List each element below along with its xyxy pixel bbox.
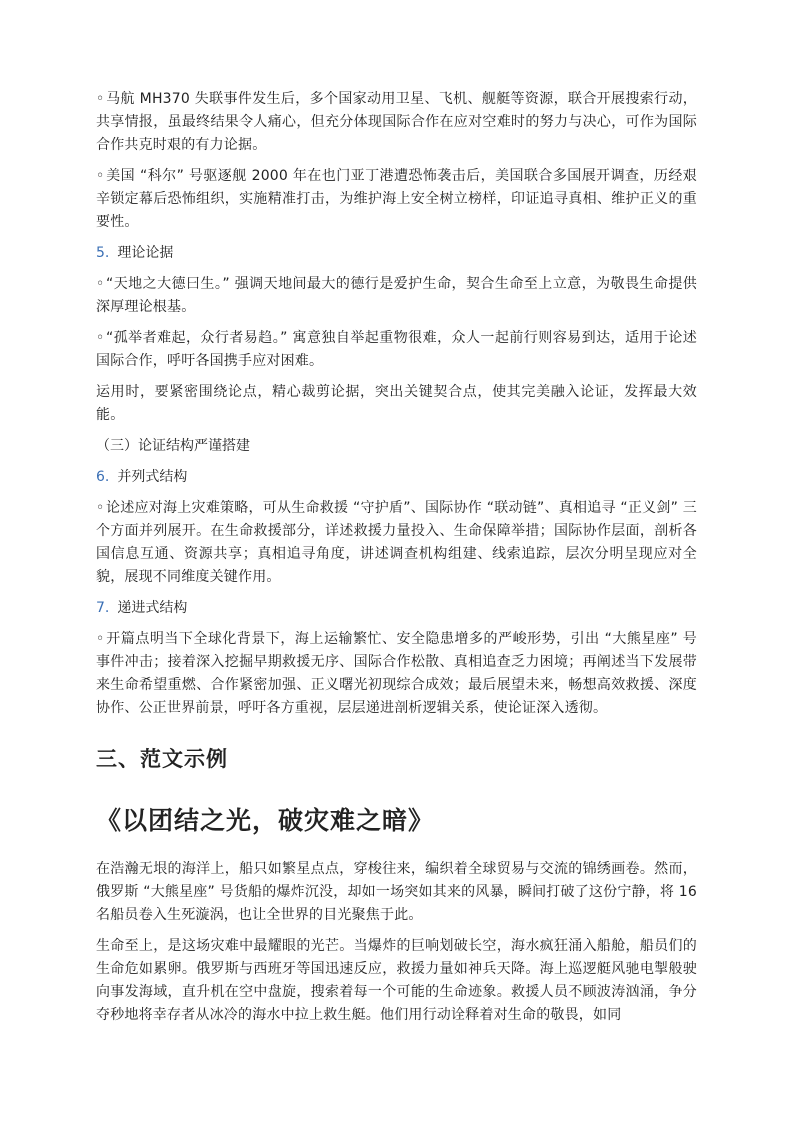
paragraph-mh370 xyxy=(96,88,697,157)
heading-progressive-structure xyxy=(96,597,697,620)
bullet-marker: ◦ xyxy=(96,500,105,516)
paragraph-cole xyxy=(96,165,697,234)
paragraph-text: 论述应对海上灾难策略，可从生命救援 “守护盾”、国际协作 “联动链”、真相追寻 “正义剑” 三个方面并列展开。在生命救援部分，详述救援力量投入、生命保障举措；国际协作层面，剖析各国信息互通、资源共享；真相追寻角度，讲述调查机构组建、线索追踪，层次分明呈现应对全貌，展现不同维度关键作用。 xyxy=(96,500,697,585)
heading-number: 6. xyxy=(96,469,110,485)
bullet-marker: ◦ xyxy=(96,631,105,647)
heading-text: 递进式结构 xyxy=(117,600,188,616)
essay-paragraph-2: 生命至上，是这场灾难中最耀眼的光芒。当爆炸的巨响划破长空，海水疯狂涌入船舱，船员们的生命危如累卵。俄罗斯与西班牙等国迅速反应，救援力量如神兵天降。海上巡逻艇风驰电掣般驶向事发海域，直升机在空中盘旋，搜索着每一个可能的生命迹象。救援人员不顾波涛汹涌，争分夺秒地将幸存者从冰冷的海水中拉上救生艇。他们用行动诠释着对生命的敬畏，如同 xyxy=(96,938,697,1023)
heading-number: 5. xyxy=(96,245,110,261)
section-title: 三、范文示例 xyxy=(96,746,228,771)
paragraph-text: “天地之大德曰生。” 强调天地间最大的德行是爱护生命，契合生命至上立意，为敬畏生命提供深厚理论根基。 xyxy=(96,276,697,315)
essay-title: 《以团结之光，破灾难之暗》 xyxy=(96,806,435,835)
heading-number: 7. xyxy=(96,600,110,616)
paragraph-text: “孤举者难起，众行者易趋。” 寓意独自举起重物很难，众人一起前行则容易到达，适用于论述国际合作，呼吁各国携手应对困难。 xyxy=(96,330,697,369)
bullet-marker: ◦ xyxy=(96,276,105,292)
paragraph-parallel xyxy=(96,497,697,589)
paragraph-quote-2 xyxy=(96,327,697,373)
heading-parallel-structure xyxy=(96,466,697,489)
paragraph-text: 马航 MH370 失联事件发生后，多个国家动用卫星、飞机、舰艇等资源，联合开展搜索行动，共享情报，虽最终结果令人痛心，但充分体现国际合作在应对空难时的努力与决心，可作为国际合作共克时艰的有力论据。 xyxy=(96,91,697,153)
subsection-heading-structure: （三）论证结构严谨搭建 xyxy=(96,438,250,454)
heading-text: 并列式结构 xyxy=(117,469,188,485)
heading-theory-evidence xyxy=(96,242,697,265)
paragraph-text: 开篇点明当下全球化背景下，海上运输繁忙、安全隐患增多的严峻形势，引出 “大熊星座” 号事件冲击；接着深入挖掘早期救援无序、国际合作松散、真相追查乏力困境；再阐述当下发展带来生命希望重燃、合作紧密加强、正义曙光初现综合成效；最后展望未来，畅想高效救援、深度协作、公正世界前景，呼吁各方重视，层层递进剖析逻辑关系，使论证深入透彻。 xyxy=(96,631,697,716)
paragraph-progressive xyxy=(96,628,697,720)
essay-paragraph-1: 在浩瀚无垠的海洋上，船只如繁星点点，穿梭往来，编织着全球贸易与交流的锦绣画卷。然而，俄罗斯 “大熊星座” 号货船的爆炸沉没，却如一场突如其来的风暴，瞬间打破了这份宁静，将 16 名船员卷入生死漩涡，也让全世界的目光聚焦于此。 xyxy=(96,861,697,923)
paragraph-quote-1 xyxy=(96,273,697,319)
paragraph-usage-note: 运用时，要紧密围绕论点，精心裁剪论据，突出关键契合点，使其完美融入论证，发挥最大效能。 xyxy=(96,384,697,423)
paragraph-text: 美国 “科尔” 号驱逐舰 2000 年在也门亚丁港遭恐怖袭击后，美国联合多国展开调查，历经艰辛锁定幕后恐怖组织，实施精准打击，为维护海上安全树立榜样，印证追寻真相、维护正义的重要性。 xyxy=(96,168,697,230)
bullet-marker: ◦ xyxy=(96,330,105,346)
heading-text: 理论论据 xyxy=(117,245,174,261)
bullet-marker: ◦ xyxy=(96,91,105,107)
bullet-marker: ◦ xyxy=(96,168,105,184)
